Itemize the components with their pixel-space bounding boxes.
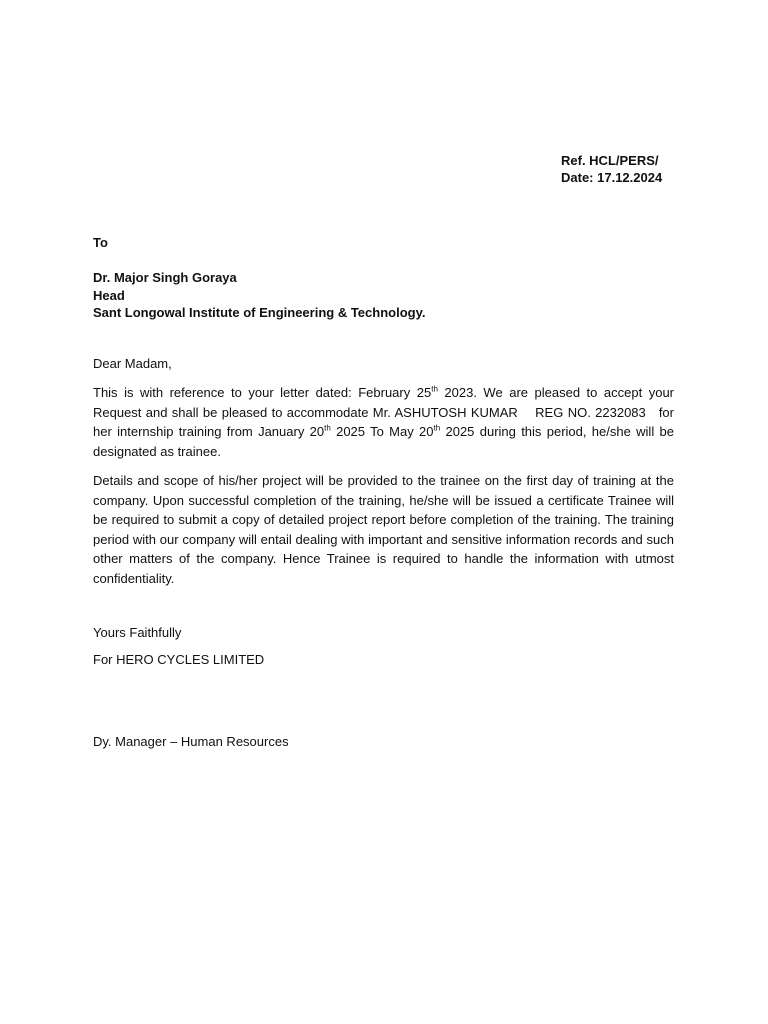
closing: Yours Faithfully	[93, 625, 182, 640]
recipient-name: Dr. Major Singh Goraya	[93, 270, 237, 285]
letter-date: Date: 17.12.2024	[561, 170, 663, 185]
para1-part-c: 2025 To May 20	[330, 424, 434, 439]
ordinal-suffix: th	[431, 384, 438, 394]
reference-number: Ref. HCL/PERS/	[561, 153, 659, 168]
ordinal-suffix: th	[324, 423, 331, 433]
body-paragraph-1	[93, 383, 674, 461]
addressee-block	[93, 269, 425, 322]
para1-part-b: 2023. We are pleased to accept your Request and shall be pleased to accommodate Mr. ASHUTOSH KUMAR REG NO. 2232083 for her internship training from January 20	[93, 385, 674, 439]
salutation: Dear Madam,	[93, 356, 172, 371]
recipient-title: Head	[93, 287, 125, 303]
company-name: For HERO CYCLES LIMITED	[93, 652, 265, 667]
recipient-institution: Sant Longowal Institute of Engineering & Technology.	[93, 305, 426, 320]
signatory-title: Dy. Manager – Human Resources	[93, 734, 289, 749]
reference-block	[561, 152, 662, 186]
para1-part-d: 2025 during this period, he/she will be designated as trainee.	[93, 424, 674, 459]
body-paragraph-2: Details and scope of his/her project will be provided to the trainee on the first day of training at the company. Upon successful completion of the training, he/she will be issued a certificate Trainee will be required to submit a copy of detailed project report before completion of the training. The training period with our company will entail dealing with important and sensitive information records and such other matters of the company. Hence Trainee is required to handle the information with utmost confidentiality.	[93, 473, 674, 586]
para1-part-a: This is with reference to your letter dated: February 25	[93, 385, 432, 400]
ordinal-suffix: th	[433, 423, 441, 433]
to-label: To	[93, 235, 108, 250]
